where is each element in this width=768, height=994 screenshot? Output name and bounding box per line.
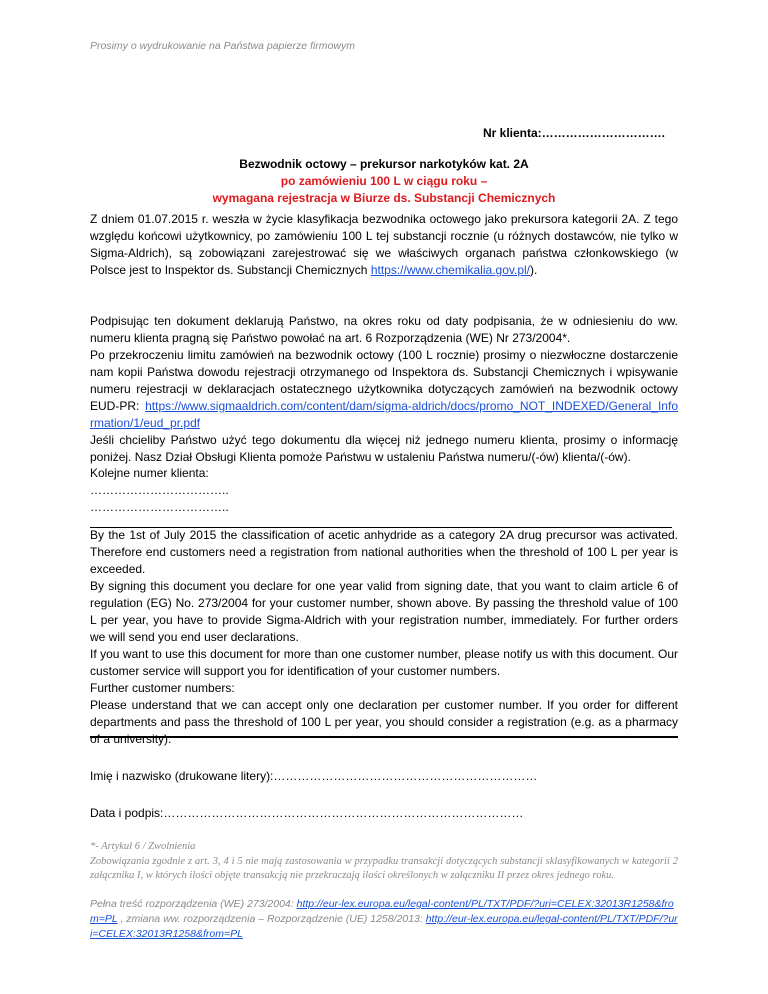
footnote-heading: *- Artykuł 6 / Zwolnienia [90, 841, 196, 852]
pl-paragraph-declaration [90, 313, 678, 466]
pl-registration-text: Po przekroczeniu limitu zamówień na bezwodnik octowy (100 L rocznie) prosimy o niezwłoczne dostarczenie nam kopii Państwa dowodu rejestracji otrzymanego od Inspektora ds. Substancji Chemicznych i wpisywanie numeru rejestracji w deklaracjach ostatecznego użytkownika dotyczących zamówień na bezwodnik octowy EUD-PR: [90, 348, 678, 413]
en-line-4: Further customer numbers: [90, 681, 235, 695]
more-numbers-label: Kolejne numer klienta: [90, 466, 209, 480]
regulation-link-1[interactable]: http://eur-lex.europa.eu/legal-content/PL/TXT/PDF/?uri=CELEX:32013R1258&from=PL [90, 898, 674, 925]
eud-pr-link[interactable]: https://www.sigmaaldrich.com/content/dam/sigma-aldrich/docs/promo_NOT_INDEXED/General_Information/1/eud_pr.pdf [90, 399, 678, 430]
chemikalia-link[interactable]: https://www.chemikalia.gov.pl/ [370, 263, 530, 277]
pl-intro-end: ). [530, 263, 538, 277]
more-numbers-blank-1: …………………………….. [90, 483, 229, 497]
title-line-2: po zamówieniu 100 L w ciągu roku – [280, 174, 488, 188]
pl-more-customer-numbers [90, 465, 678, 516]
more-numbers-blank-2: …………………………….. [90, 500, 229, 514]
name-field: Imię i nazwisko (drukowane litery):………………………………………………………… [90, 769, 538, 783]
date-signature-field: Data i podpis:……………………………………………………………………………… [90, 806, 524, 820]
en-section [90, 527, 678, 748]
en-line-2: By signing this document you declare for one year valid from signing date, that you want to claim article 6 of regulation (EG) No. 273/2004 for your customer number, shown above. By passing the threshold value of 100 L per year, you have to provide Sigma-Aldrich with your registration number, immediately. For further orders we will send you end user declarations. [90, 579, 678, 644]
en-line-5: Please understand that we can accept only one declaration per customer number. If you order for different departments and pass the threshold of 100 L per year, you should consider a registration (e.g. as a pharmacy of a university). [90, 698, 678, 746]
pl-paragraph-intro [90, 211, 678, 279]
en-line-1: By the 1st of July 2015 the classification of acetic anhydride as a category 2A drug precursor was activated. Therefore end customers need a registration from national authorities when the threshold of 100 L per year is exceeded. [90, 528, 678, 576]
customer-number-field: Nr klienta:…………………………. [482, 126, 665, 140]
pl-declaration-text: Podpisując ten dokument deklarują Państwo, na okres roku od daty podpisania, że w odniesieniu do ww. numeru klienta pragną się Państwo powołać na art. 6 Rozporządzenia (WE) Nr 273/2004*. [90, 314, 678, 345]
pl-multiple-numbers-text: Jeśli chcieliby Państwo użyć tego dokumentu dla więcej niż jednego numeru klienta, prosimy o informację poniżej. Nasz Dział Obsługi Klienta pomoże Państwu w ustaleniu Państwa numeru/(-ów) klienta/(-ów). [90, 433, 678, 464]
title-line-3: wymagana rejestracja w Biurze ds. Substancji Chemicznych [212, 191, 556, 205]
signature-divider [90, 736, 678, 738]
regulation-source [90, 897, 678, 942]
en-line-3: If you want to use this document for more than one customer number, please notify us with this document. Our customer service will support you for identification of your customer numbers. [90, 647, 678, 678]
document-title [90, 156, 678, 207]
letterhead-note: Prosimy o wydrukowanie na Państwa papierze firmowym [90, 40, 355, 52]
regulation-link-2[interactable]: http://eur-lex.europa.eu/legal-content/PL/TXT/PDF/?uri=CELEX:32013R1258&from=PL [90, 913, 678, 940]
pl-intro-text: Z dniem 01.07.2015 r. weszła w życie klasyfikacja bezwodnika octowego jako prekursora kategorii 2A. Z tego względu końcowi użytkownicy, po zamówieniu 100 L tej substancji rocznie (u różnych dostawców, nie tylko w Sigma-Aldrich), są zobowiązani zarejestrować się we właściwych organach państwa członkowskiego (w Polsce jest to Inspektor ds. Substancji Chemicznych [90, 212, 678, 277]
source-prefix: Pełna treść rozporządzenia (WE) 273/2004: [90, 898, 297, 910]
footnote-text: Zobowiązania zgodnie z art. 3, 4 i 5 nie mają zastosowania w przypadku transakcji dotyczących substancji sklasyfikowanych w kategorii 2 załącznika I, w których ilości objęte transakcją nie przekraczają ilości określonych w załączniku II przez okres jednego roku. [90, 855, 678, 881]
footnote [90, 840, 678, 884]
title-line-1: Bezwodnik octowy – prekursor narkotyków kat. 2A [239, 157, 529, 171]
source-middle: , zmiana ww. rozporządzenia – Rozporządzenie (UE) 1258/2013: [117, 913, 426, 925]
